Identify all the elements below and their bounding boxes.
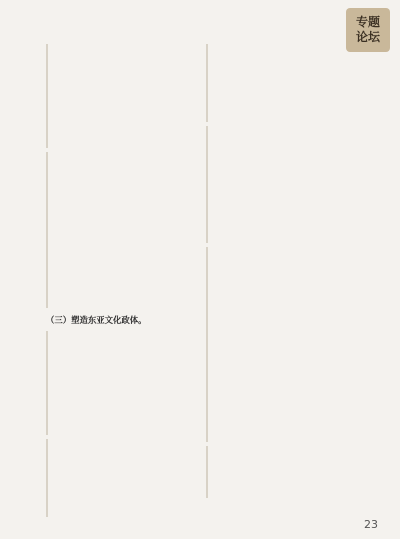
text-column-1 [46,44,194,521]
body-paragraph [206,126,354,243]
body-paragraph [206,247,354,442]
body-paragraph [46,331,194,435]
body-paragraph [46,152,194,308]
page-number: 23 [364,518,378,531]
badge-line-1: 专题 [355,15,380,29]
badge-line-2: 论坛 [355,30,380,44]
section-heading: （三）塑造东亚文化政体。 [46,315,147,325]
body-paragraph [46,439,194,517]
text-column-2 [206,44,354,502]
body-paragraph [206,44,354,122]
body-paragraph [206,446,354,498]
body-paragraph [46,44,194,148]
